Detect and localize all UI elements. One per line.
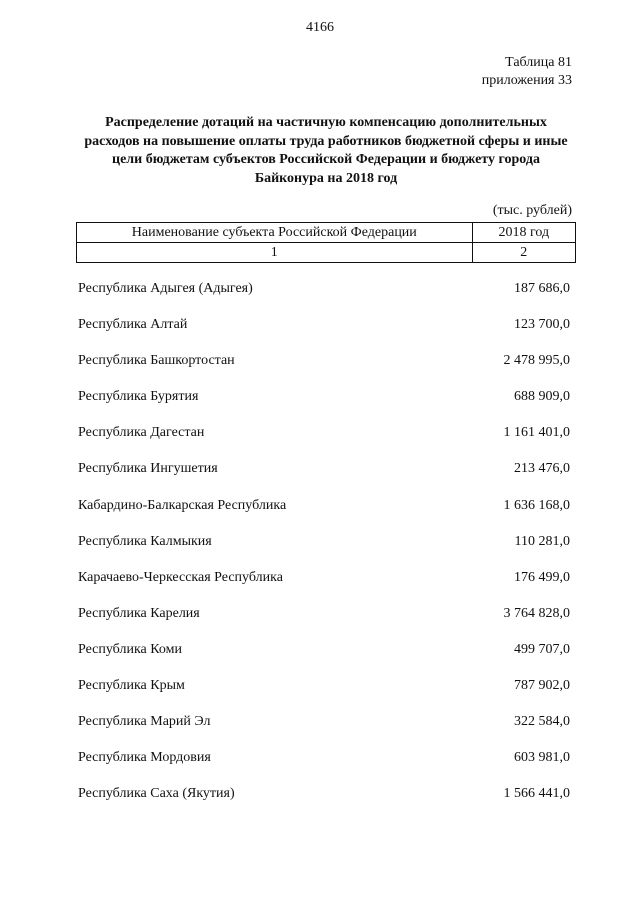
subsidy-value: 176 499,0 (514, 569, 570, 585)
table-row (78, 747, 570, 783)
table-row (78, 422, 570, 458)
subsidy-value: 2 478 995,0 (503, 353, 570, 369)
subject-name: Республика Башкортостан (78, 353, 235, 369)
subsidy-value: 110 281,0 (514, 533, 570, 549)
column-header-subject: Наименование субъекта Российской Федерации (77, 223, 473, 243)
subject-name: Карачаево-Черкесская Республика (78, 569, 283, 585)
subject-name: Республика Бурятия (78, 389, 199, 405)
column-index-2: 2 (472, 243, 575, 263)
table-row (78, 567, 570, 603)
subject-name: Республика Коми (78, 641, 182, 657)
subject-name: Республика Крым (78, 678, 185, 694)
subject-name: Республика Алтай (78, 317, 188, 333)
table-row (78, 350, 570, 386)
subject-name: Республика Ингушетия (78, 461, 218, 477)
table-row (78, 783, 570, 819)
document-title: Распределение дотаций на частичную компенсацию дополнительных расходов на повышение оплаты труда работников бюджетной сферы и иные цели бюджетам субъектов Российской Федерации и бюджету города Байконура на 2018 год (84, 115, 568, 186)
table-reference (482, 54, 572, 90)
table-body (78, 278, 570, 819)
subsidy-value: 3 764 828,0 (503, 605, 570, 621)
appendix-number: приложения 33 (481, 73, 572, 88)
subsidy-value: 123 700,0 (514, 317, 570, 333)
subject-name: Кабардино-Балкарская Республика (78, 497, 287, 513)
subject-name: Республика Марий Эл (78, 714, 211, 730)
subsidy-value: 1 566 441,0 (503, 786, 570, 802)
table-row (78, 314, 570, 350)
table-row (78, 278, 570, 314)
subject-name: Республика Дагестан (78, 425, 205, 441)
table-row (78, 386, 570, 422)
subsidy-value: 1 161 401,0 (503, 425, 570, 441)
subsidy-value: 187 686,0 (514, 281, 570, 296)
column-index-1: 1 (77, 243, 473, 263)
subject-name: Республика Саха (Якутия) (78, 786, 235, 802)
subject-name: Республика Адыгея (Адыгея) (78, 281, 253, 296)
column-header-year: 2018 год (472, 223, 575, 243)
column-index-row (77, 243, 576, 263)
table-row (78, 603, 570, 639)
subsidy-value: 688 909,0 (514, 389, 570, 405)
subject-name: Республика Калмыкия (78, 533, 212, 549)
subsidy-value: 213 476,0 (514, 461, 570, 477)
units-label: (тыс. рублей) (492, 203, 572, 218)
table-row (78, 458, 570, 494)
header-row (77, 223, 576, 243)
table-row (78, 495, 570, 531)
subsidy-value: 1 636 168,0 (503, 497, 570, 513)
subsidy-value: 603 981,0 (514, 750, 570, 766)
subject-name: Республика Карелия (78, 605, 200, 621)
subject-name: Республика Мордовия (78, 750, 211, 766)
subsidy-value: 499 707,0 (514, 641, 570, 657)
table-row (78, 675, 570, 711)
page-number: 4166 (306, 20, 334, 35)
table-number: Таблица 81 (505, 55, 572, 70)
subsidy-value: 322 584,0 (514, 714, 570, 730)
subsidy-value: 787 902,0 (514, 678, 570, 694)
table-row (78, 639, 570, 675)
table-row (78, 531, 570, 567)
table-row (78, 711, 570, 747)
distribution-table-header (76, 222, 576, 263)
